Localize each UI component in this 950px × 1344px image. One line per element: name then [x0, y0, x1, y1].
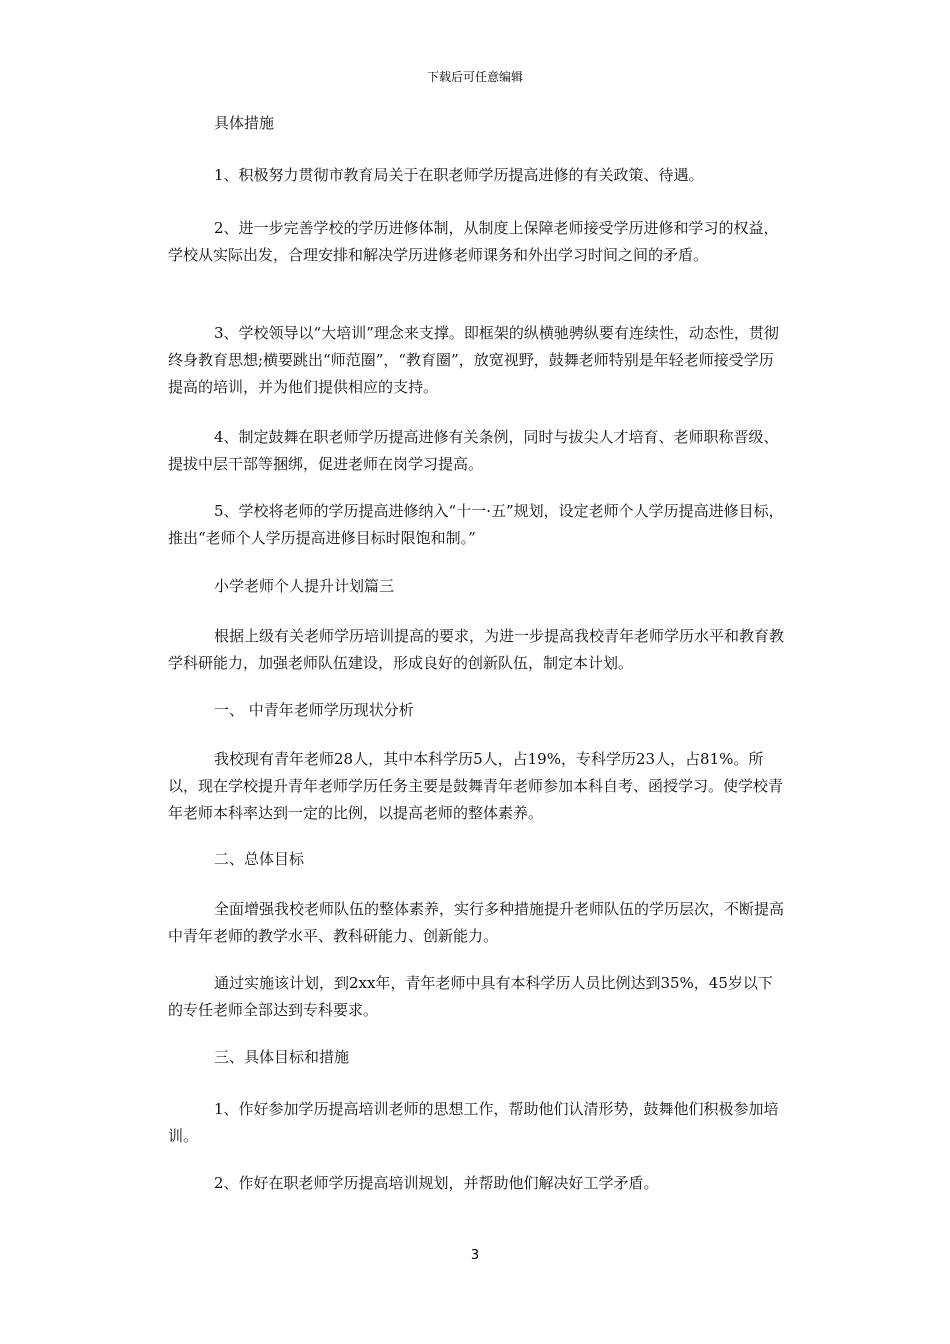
paragraph-measure-5: 5、学校将老师的学历提高进修纳入“十一·五”规划，设定老师个人学历提高进修目标，推出“老师个人学历提高进修目标时限饱和制。”: [168, 502, 784, 547]
paragraph-measure-2: 2、进一步完善学校的学历进修体制，从制度上保障老师接受学历进修和学习的权益，学校从实际出发，合理安排和解决学历进修老师课务和外出学习时间之间的矛盾。: [168, 219, 779, 264]
paragraph-intro: 根据上级有关老师学历培训提高的要求，为进一步提高我校青年老师学历水平和教育教学科研能力，加强老师队伍建设，形成良好的创新队伍，制定本计划。: [168, 627, 785, 672]
paragraph-plan-target: 通过实施该计划，到2xx年，青年老师中具有本科学历人员比例达到35%，45岁以下的专任老师全部达到专科要求。: [168, 974, 773, 1019]
paragraph-measure-4: 4、制定鼓舞在职老师学历提高进修有关条例，同时与拔尖人才培育、老师职称晋级、提拔中层干部等捆绑，促进老师在岗学习提高。: [168, 428, 779, 473]
paragraph-goal-1: 1、作好参加学历提高培训老师的思想工作，帮助他们认清形势，鼓舞他们积极参加培训。: [168, 1100, 779, 1145]
heading-status-analysis: 一、 中青年老师学历现状分析: [214, 701, 414, 719]
page-number: 3: [470, 1248, 480, 1263]
section-title-part-three: 小学老师个人提升计划篇三: [214, 577, 395, 595]
paragraph-goal-2: 2、作好在职老师学历提高培训规划，并帮助他们解决好工学矛盾。: [214, 1174, 659, 1192]
heading-specific-goals: 三、具体目标和措施: [214, 1048, 350, 1066]
heading-overall-goal: 二、总体目标: [214, 850, 305, 868]
page-header: 下载后可任意编辑: [426, 70, 523, 84]
paragraph-status: 我校现有青年老师28人，其中本科学历5人，占19%，专科学历23人，占81%。所以，现在学校提升青年老师学历任务主要是鼓舞青年老师参加本科自考、函授学习。使学校青年老师本科率达到一定的比例，以提高老师的整体素养。: [168, 750, 784, 822]
paragraph-measure-1: 1、积极努力贯彻市教育局关于在职老师学历提高进修的有关政策、待遇。: [214, 166, 704, 184]
paragraph-overall-goal: 全面增强我校老师队伍的整体素养，实行多种措施提升老师队伍的学历层次，不断提高中青年老师的教学水平、教科研能力、创新能力。: [168, 900, 785, 945]
paragraph-heading-measures: 具体措施: [214, 114, 275, 132]
paragraph-measure-3: 3、学校领导以“大培训”理念来支撑。即框架的纵横驰骋纵要有连续性，动态性，贯彻终身教育思想;横要跳出“师范圈”，“教育圈”，放宽视野，鼓舞老师特别是年轻老师接受学历提高的培训，并为他们提供相应的支持。: [168, 324, 779, 396]
